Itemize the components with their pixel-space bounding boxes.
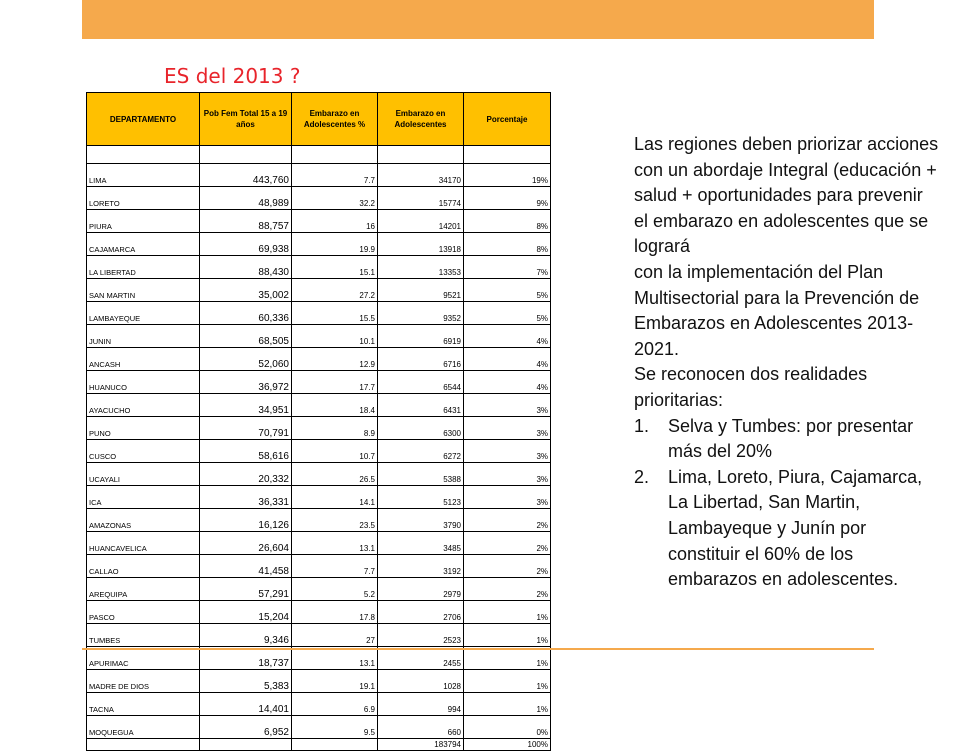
side-paragraph: Se reconocen dos realidades prioritarias:: [634, 364, 868, 410]
list-item-text: Selva y Tumbes: por presentar más del 20%: [668, 415, 914, 462]
priority-list: [634, 414, 940, 593]
cell-embarazo-pct: 26.5: [292, 463, 378, 486]
header-embarazo-count: Embarazo en Adolescentes: [378, 93, 464, 146]
table-row: [87, 417, 551, 440]
cell-pob-fem: 57,291: [200, 578, 292, 601]
table-row: [87, 509, 551, 532]
cell-pob-fem: 88,430: [200, 256, 292, 279]
cell-pob-fem: 41,458: [200, 555, 292, 578]
cell-porcentaje: 9%: [464, 187, 551, 210]
cell-porcentaje: 4%: [464, 325, 551, 348]
cell-porcentaje: 1%: [464, 693, 551, 716]
side-paragraph: con la implementación del Plan Multisectorial para la Prevención de Embarazos en Adolescentes 2013-2021.: [634, 261, 920, 359]
cell-embarazo-pct: 7.7: [292, 555, 378, 578]
cell-departamento: LORETO: [87, 187, 200, 210]
cell-porcentaje: 2%: [464, 509, 551, 532]
cell-pob-fem: 20,332: [200, 463, 292, 486]
cell-embarazo-count: 34170: [378, 164, 464, 187]
list-item-text: Lima, Loreto, Piura, Cajamarca, La Libertad, San Martin, Lambayeque y Junín por constituir el 60% de los embarazos en adolescentes.: [668, 466, 923, 590]
cell-embarazo-pct: 5.2: [292, 578, 378, 601]
cell-pob-fem: 443,760: [200, 164, 292, 187]
table-row: [87, 440, 551, 463]
cell-pob-fem: 26,604: [200, 532, 292, 555]
cell-pob-fem: 6,952: [200, 716, 292, 739]
cell-pob-fem: 16,126: [200, 509, 292, 532]
cell-embarazo-count: 9352: [378, 302, 464, 325]
cell-embarazo-count: 660: [378, 716, 464, 739]
cell-embarazo-pct: 10.1: [292, 325, 378, 348]
header-porcentaje: Porcentaje: [464, 93, 551, 146]
cell-porcentaje: 1%: [464, 670, 551, 693]
cell-porcentaje: 1%: [464, 624, 551, 647]
cell-porcentaje: 3%: [464, 440, 551, 463]
list-marker: 2.: [634, 466, 650, 487]
cell-embarazo-count: 5388: [378, 463, 464, 486]
cell-pob-fem: 68,505: [200, 325, 292, 348]
table-row: [87, 302, 551, 325]
header-pob-fem: Pob Fem Total 15 a 19 años: [200, 93, 292, 146]
cell-pob-fem: 14,401: [200, 693, 292, 716]
table-row: [87, 233, 551, 256]
cell-pob-fem: 36,331: [200, 486, 292, 509]
cell-porcentaje: 3%: [464, 463, 551, 486]
cell-embarazo-count: 994: [378, 693, 464, 716]
cell-embarazo-count: 5123: [378, 486, 464, 509]
cell-embarazo-count: 6272: [378, 440, 464, 463]
table-cell: [378, 146, 464, 164]
cell-departamento: LAMBAYEQUE: [87, 302, 200, 325]
cell-departamento: AYACUCHO: [87, 394, 200, 417]
bottom-accent-rule: [82, 648, 874, 650]
table-row: [87, 187, 551, 210]
cell-embarazo-count: 3790: [378, 509, 464, 532]
cell-porcentaje: 2%: [464, 578, 551, 601]
table-row: [87, 279, 551, 302]
cell-pob-fem: 52,060: [200, 348, 292, 371]
list-item: [634, 414, 940, 465]
cell-pob-fem: 15,204: [200, 601, 292, 624]
table-row: [87, 670, 551, 693]
table-row: [87, 256, 551, 279]
cell-embarazo-pct: 12.9: [292, 348, 378, 371]
cell-porcentaje: 5%: [464, 302, 551, 325]
cell-porcentaje: 1%: [464, 601, 551, 624]
cell-embarazo-pct: 23.5: [292, 509, 378, 532]
cell-porcentaje: 19%: [464, 164, 551, 187]
table-row: [87, 578, 551, 601]
cell-porcentaje: 8%: [464, 210, 551, 233]
cell-departamento: MOQUEGUA: [87, 716, 200, 739]
cell-embarazo-count: 6716: [378, 348, 464, 371]
total-cell-porcentaje: 100%: [464, 739, 551, 751]
cell-departamento: TACNA: [87, 693, 200, 716]
pregnancy-table: [86, 92, 551, 751]
cell-embarazo-count: 1028: [378, 670, 464, 693]
top-accent-bar: [82, 0, 874, 39]
table-cell: [464, 146, 551, 164]
cell-departamento: PIURA: [87, 210, 200, 233]
cell-embarazo-pct: 14.1: [292, 486, 378, 509]
table-row: [87, 325, 551, 348]
cell-embarazo-pct: 17.8: [292, 601, 378, 624]
list-item: [634, 465, 940, 593]
table-row: [87, 486, 551, 509]
cell-pob-fem: 35,002: [200, 279, 292, 302]
side-text-block: [634, 132, 940, 593]
cell-departamento: APURIMAC: [87, 647, 200, 670]
cell-departamento: UCAYALI: [87, 463, 200, 486]
cell-embarazo-pct: 10.7: [292, 440, 378, 463]
table-cell: [200, 146, 292, 164]
cell-departamento: CALLAO: [87, 555, 200, 578]
cell-departamento: PASCO: [87, 601, 200, 624]
cell-departamento: TUMBES: [87, 624, 200, 647]
total-cell-embarazo-count: 183794: [378, 739, 464, 751]
cell-departamento: SAN MARTIN: [87, 279, 200, 302]
cell-embarazo-count: 2706: [378, 601, 464, 624]
table-row: [87, 624, 551, 647]
cell-embarazo-pct: 8.9: [292, 417, 378, 440]
cell-porcentaje: 3%: [464, 394, 551, 417]
blank-row: [87, 146, 551, 164]
cell-porcentaje: 8%: [464, 233, 551, 256]
cell-embarazo-pct: 16: [292, 210, 378, 233]
cell-porcentaje: 1%: [464, 647, 551, 670]
cell-departamento: PUNO: [87, 417, 200, 440]
cell-embarazo-count: 13918: [378, 233, 464, 256]
cell-porcentaje: 4%: [464, 371, 551, 394]
header-departamento: DEPARTAMENTO: [87, 93, 200, 146]
cell-embarazo-pct: 13.1: [292, 532, 378, 555]
table-row: [87, 601, 551, 624]
table-row: [87, 463, 551, 486]
cell-departamento: ICA: [87, 486, 200, 509]
cell-embarazo-pct: 19.1: [292, 670, 378, 693]
cell-embarazo-pct: 17.7: [292, 371, 378, 394]
table-row: [87, 164, 551, 187]
cell-embarazo-count: 15774: [378, 187, 464, 210]
cell-departamento: HUANUCO: [87, 371, 200, 394]
cell-embarazo-pct: 27.2: [292, 279, 378, 302]
table-row: [87, 716, 551, 739]
cell-pob-fem: 60,336: [200, 302, 292, 325]
list-marker: 1.: [634, 415, 650, 436]
table-row: [87, 348, 551, 371]
cell-departamento: LA LIBERTAD: [87, 256, 200, 279]
cell-pob-fem: 9,346: [200, 624, 292, 647]
cell-embarazo-pct: 18.4: [292, 394, 378, 417]
table-row: [87, 371, 551, 394]
cell-departamento: ANCASH: [87, 348, 200, 371]
table-cell: [87, 146, 200, 164]
cell-departamento: JUNIN: [87, 325, 200, 348]
cell-porcentaje: 0%: [464, 716, 551, 739]
cell-departamento: LIMA: [87, 164, 200, 187]
cell-embarazo-count: 2979: [378, 578, 464, 601]
cell-porcentaje: 7%: [464, 256, 551, 279]
cell-embarazo-count: 2523: [378, 624, 464, 647]
cell-embarazo-pct: 6.9: [292, 693, 378, 716]
cell-porcentaje: 3%: [464, 417, 551, 440]
cell-porcentaje: 3%: [464, 486, 551, 509]
cell-embarazo-count: 14201: [378, 210, 464, 233]
cell-embarazo-pct: 7.7: [292, 164, 378, 187]
cell-pob-fem: 58,616: [200, 440, 292, 463]
cell-pob-fem: 18,737: [200, 647, 292, 670]
cell-departamento: AREQUIPA: [87, 578, 200, 601]
table-row: [87, 555, 551, 578]
cell-departamento: AMAZONAS: [87, 509, 200, 532]
cell-embarazo-pct: 19.9: [292, 233, 378, 256]
cell-porcentaje: 2%: [464, 555, 551, 578]
cell-embarazo-count: 3192: [378, 555, 464, 578]
cell-porcentaje: 2%: [464, 532, 551, 555]
cell-departamento: CAJAMARCA: [87, 233, 200, 256]
slide-title: ES del 2013 ?: [164, 64, 301, 88]
cell-embarazo-count: 6300: [378, 417, 464, 440]
table-header-row: [87, 93, 551, 146]
cell-porcentaje: 4%: [464, 348, 551, 371]
cell-pob-fem: 5,383: [200, 670, 292, 693]
cell-embarazo-count: 6544: [378, 371, 464, 394]
cell-embarazo-count: 3485: [378, 532, 464, 555]
cell-departamento: MADRE DE DIOS: [87, 670, 200, 693]
cell-pob-fem: 34,951: [200, 394, 292, 417]
cell-pob-fem: 48,989: [200, 187, 292, 210]
table-row: [87, 210, 551, 233]
cell-embarazo-count: 13353: [378, 256, 464, 279]
cell-pob-fem: 69,938: [200, 233, 292, 256]
cell-embarazo-pct: 32.2: [292, 187, 378, 210]
cell-embarazo-pct: 15.1: [292, 256, 378, 279]
cell-departamento: CUSCO: [87, 440, 200, 463]
table-body: [87, 146, 551, 751]
side-paragraph: Las regiones deben priorizar acciones con un abordaje Integral (educación + salud + oportunidades para prevenir el embarazo en adolescentes que se logrará: [634, 134, 939, 257]
cell-pob-fem: 88,757: [200, 210, 292, 233]
cell-pob-fem: 70,791: [200, 417, 292, 440]
total-cell-pob-fem: [200, 739, 292, 751]
table-row: [87, 693, 551, 716]
total-cell-departamento: [87, 739, 200, 751]
cell-embarazo-count: 6431: [378, 394, 464, 417]
cell-embarazo-count: 2455: [378, 647, 464, 670]
total-cell-embarazo-pct: [292, 739, 378, 751]
header-embarazo-pct: Embarazo en Adolescentes %: [292, 93, 378, 146]
table-cell: [292, 146, 378, 164]
cell-departamento: HUANCAVELICA: [87, 532, 200, 555]
cell-embarazo-pct: 9.5: [292, 716, 378, 739]
total-row: [87, 739, 551, 751]
cell-porcentaje: 5%: [464, 279, 551, 302]
cell-embarazo-pct: 27: [292, 624, 378, 647]
cell-embarazo-pct: 15.5: [292, 302, 378, 325]
cell-embarazo-count: 6919: [378, 325, 464, 348]
table-row: [87, 532, 551, 555]
cell-pob-fem: 36,972: [200, 371, 292, 394]
table-row: [87, 394, 551, 417]
cell-embarazo-pct: 13.1: [292, 647, 378, 670]
cell-embarazo-count: 9521: [378, 279, 464, 302]
